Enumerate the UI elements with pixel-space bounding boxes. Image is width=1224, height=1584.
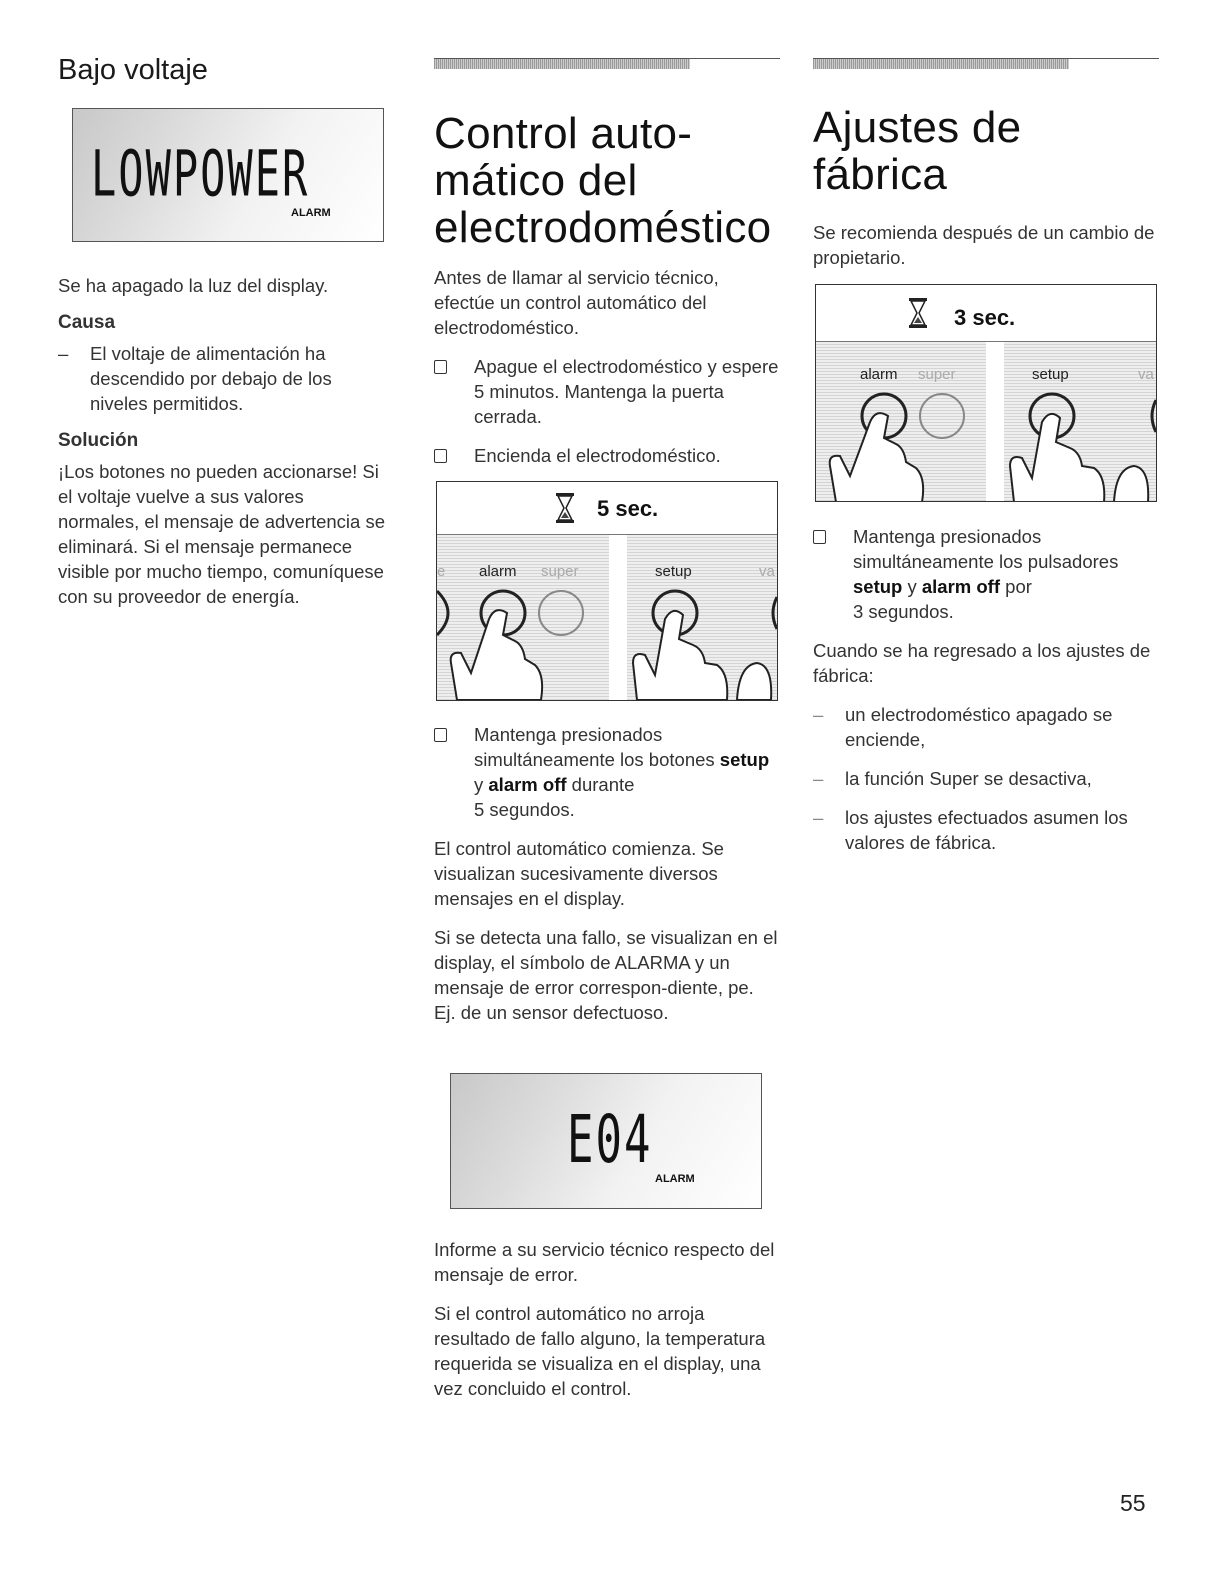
super-button: [539, 591, 583, 635]
cause-item-text: El voltaje de alimentación ha descendido por debajo de los niveles permitidos.: [90, 343, 332, 414]
hourglass-icon: [555, 492, 575, 524]
intro-text: Se recomienda después de un cambio de propietario.: [813, 222, 1155, 268]
paragraph-1: Cuando se ha regresado a los ajustes de fábrica:: [813, 640, 1151, 686]
paragraph-1: El control automático comienza. Se visualizan sucesivamente diversos mensajes en el display.: [434, 838, 724, 909]
lcd-display-lowpower: [72, 108, 384, 242]
heading-line-1: Ajustes de: [813, 103, 1022, 152]
right-partial-button: [1152, 400, 1156, 432]
step-text-c: 3 segundos.: [853, 601, 954, 622]
heading-line-2: mático del: [434, 156, 638, 205]
step-3: [434, 722, 780, 822]
dash-item-3: [813, 805, 1159, 855]
page-number: 55: [1120, 1490, 1146, 1516]
intro-text: Antes de llamar al servicio técnico, efectúe un control automático del electrodoméstico.: [434, 267, 719, 338]
dash-marker: –: [813, 807, 824, 828]
dash-item-2-text: la función Super se desactiva,: [845, 768, 1092, 789]
heading-line-3: electrodoméstico: [434, 203, 772, 252]
step-1: [434, 354, 780, 429]
step-2: [434, 443, 780, 468]
left-hand-illustration: [830, 413, 923, 502]
label-super: super: [541, 563, 579, 580]
step-3-and: y: [474, 774, 484, 795]
setup-keyword: setup: [719, 749, 770, 770]
checkbox-icon: [813, 524, 826, 550]
cause-item: [58, 341, 388, 416]
step-text-a: Mantenga presionados simultáneamente los pulsadores: [853, 526, 1119, 572]
step-and: y: [907, 576, 917, 597]
left-hand-illustration: [451, 610, 542, 700]
panel-time: 3 sec.: [954, 305, 1016, 330]
panel-body: [816, 342, 1156, 501]
panel-time: 5 sec.: [597, 496, 659, 521]
step-text-b: por: [1005, 576, 1032, 597]
lcd-display-e04: [450, 1073, 762, 1209]
dash-item-1: [813, 702, 1159, 752]
paragraph-3: Informe a su servicio técnico respecto del mensaje de error.: [434, 1239, 775, 1285]
checkbox-icon: [434, 722, 447, 748]
label-e: e: [437, 563, 446, 580]
lcd-text: E04: [567, 1102, 653, 1179]
section-top-rule: [813, 58, 1159, 70]
step-3-text-a: Mantenga presionados simultáneamente los botones: [474, 724, 715, 770]
dash-item-1-text: un electrodoméstico apagado se enciende,: [845, 704, 1113, 750]
step-3-text-b: durante: [571, 774, 635, 795]
dash-item-2: [813, 766, 1159, 791]
label-super: super: [918, 366, 956, 383]
heading-line-1: Control auto-: [434, 109, 693, 158]
intro-text: Se ha apagado la luz del display.: [58, 275, 329, 296]
left-partial-button: [437, 591, 448, 635]
heading-line-2: fábrica: [813, 150, 948, 199]
label-va: va: [1138, 366, 1154, 383]
label-setup: setup: [1032, 366, 1069, 383]
step-1: [813, 524, 1159, 624]
label-setup: setup: [655, 563, 692, 580]
step-3-text-c: 5 segundos.: [474, 799, 575, 820]
control-panel-illustration: [815, 284, 1157, 502]
lcd-alarm-label: ALARM: [655, 1173, 695, 1185]
section-heading: Bajo voltaje: [58, 54, 208, 86]
right-hand-illustration: [633, 611, 727, 700]
checkbox-icon: [434, 443, 447, 469]
section-top-rule: [434, 58, 780, 70]
lcd-text: LOWPOWER: [91, 137, 310, 211]
dash-marker: –: [813, 704, 824, 725]
dash-item-3-text: los ajustes efectuados asumen los valores de fábrica.: [845, 807, 1128, 853]
control-panel-illustration: [436, 481, 778, 701]
panel-header: [816, 285, 1156, 342]
solution-text: ¡Los botones no pueden accionarse! Si el voltaje vuelve a sus valores normales, el mensaje de advertencia se eliminará. Si el mensaje permanece visible por mucho tiempo, comuníquese con su proveedor de energía.: [58, 461, 386, 607]
hourglass-icon: [908, 297, 928, 329]
step-1-text: Apague el electrodoméstico y espere 5 minutos. Mantenga la puerta cerrada.: [474, 356, 779, 427]
label-alarm: alarm: [860, 366, 898, 383]
checkbox-icon: [434, 354, 447, 380]
panel-header: [437, 482, 777, 535]
super-button: [920, 394, 964, 438]
dash-marker: –: [58, 343, 69, 364]
label-va: va: [759, 563, 775, 580]
alarm-off-keyword: alarm off: [488, 774, 567, 795]
label-alarm: alarm: [479, 563, 517, 580]
paragraph-4: Si el control automático no arroja resultado de fallo alguno, la temperatura requerida se visualiza en el display, una vez concluido el control.: [434, 1303, 766, 1399]
step-2-text: Encienda el electrodoméstico.: [474, 445, 721, 466]
right-hand-illustration: [1010, 414, 1104, 502]
panel-body: [437, 535, 777, 700]
setup-keyword: setup: [853, 576, 903, 597]
right-partial-button: [773, 597, 777, 629]
lcd-alarm-label: ALARM: [291, 207, 331, 219]
cause-heading: Causa: [58, 312, 116, 333]
alarm-off-keyword: alarm off: [921, 576, 1001, 597]
solution-heading: Solución: [58, 430, 139, 451]
dash-marker: –: [813, 768, 824, 789]
paragraph-2: Si se detecta una fallo, se visualizan en el display, el símbolo de ALARMA y un mensaje de error correspon-diente, pe. Ej. de un sensor defectuoso.: [434, 927, 778, 1023]
